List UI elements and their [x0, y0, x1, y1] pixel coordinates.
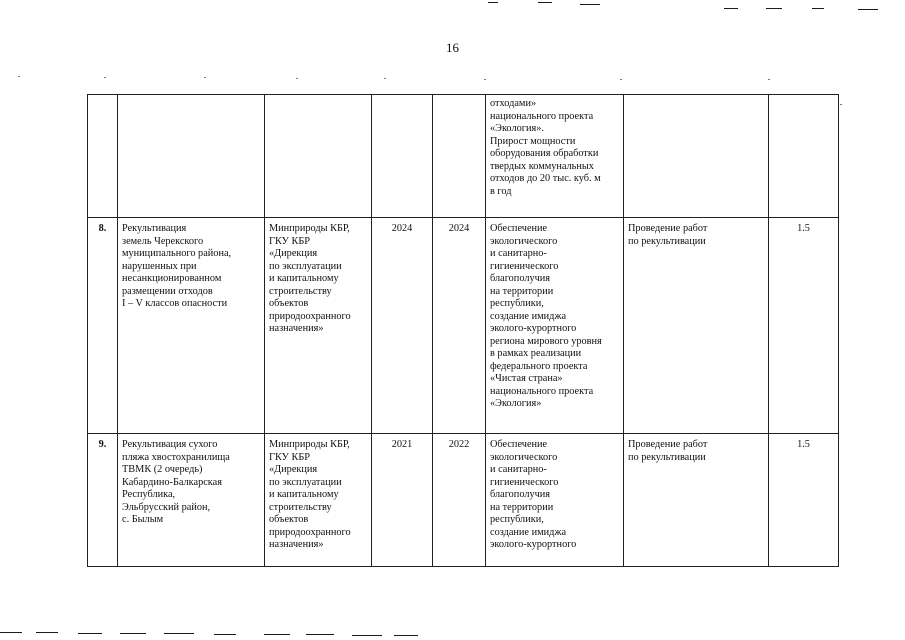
page-number: 16: [446, 40, 459, 55]
cell-code: 1.5: [769, 218, 839, 434]
cell-num: 9.: [88, 434, 118, 567]
cell-end-year: 2022: [433, 434, 486, 567]
cell-result: Обеспечение экологического и санитарно- гигиенического благополучия на территории республики, создание имиджа эколого-курортного региона мирового уровня в рамках реализации федерального проекта «Чистая страна» национального проекта «Экология»: [486, 218, 624, 434]
cell-code: 1.5: [769, 434, 839, 567]
cell-works: Проведение работ по рекультивации: [624, 218, 769, 434]
cell-executor: Минприроды КБР, ГКУ КБР «Дирекция по эксплуатации и капитальному строительству объектов природоохранного назначения»: [265, 218, 372, 434]
cell-name: Рекультивация сухого пляжа хвостохранилища ТВМК (2 очередь) Кабардино-Балкарская Республика, Эльбрусский район, с. Былым: [118, 434, 265, 567]
cell-code: [769, 95, 839, 218]
program-table: [87, 94, 839, 567]
cell-works: [624, 95, 769, 218]
cell-name: Рекультивация земель Черекского муниципального района, нарушенных при несанкционированном размещении отходов I – V классов опасности: [118, 218, 265, 434]
cell-end-year: [433, 95, 486, 218]
cell-start-year: 2024: [372, 218, 433, 434]
cell-result: отходами» национального проекта «Экология». Прирост мощности оборудования обработки твердых коммунальных отходов до 20 тыс. куб. м в год: [486, 95, 624, 218]
cell-executor: [265, 95, 372, 218]
table-row-continuation: [88, 95, 839, 218]
cell-executor: Минприроды КБР, ГКУ КБР «Дирекция по эксплуатации и капитальному строительству объектов природоохранного назначения»: [265, 434, 372, 567]
table-row: [88, 434, 839, 567]
table-row: [88, 218, 839, 434]
cell-works: Проведение работ по рекультивации: [624, 434, 769, 567]
cell-start-year: 2021: [372, 434, 433, 567]
cell-name: [118, 95, 265, 218]
cell-end-year: 2024: [433, 218, 486, 434]
cell-start-year: [372, 95, 433, 218]
cell-result: Обеспечение экологического и санитарно- гигиенического благополучия на территории республики, создание имиджа эколого-курортного: [486, 434, 624, 567]
cell-num: [88, 95, 118, 218]
cell-num: 8.: [88, 218, 118, 434]
